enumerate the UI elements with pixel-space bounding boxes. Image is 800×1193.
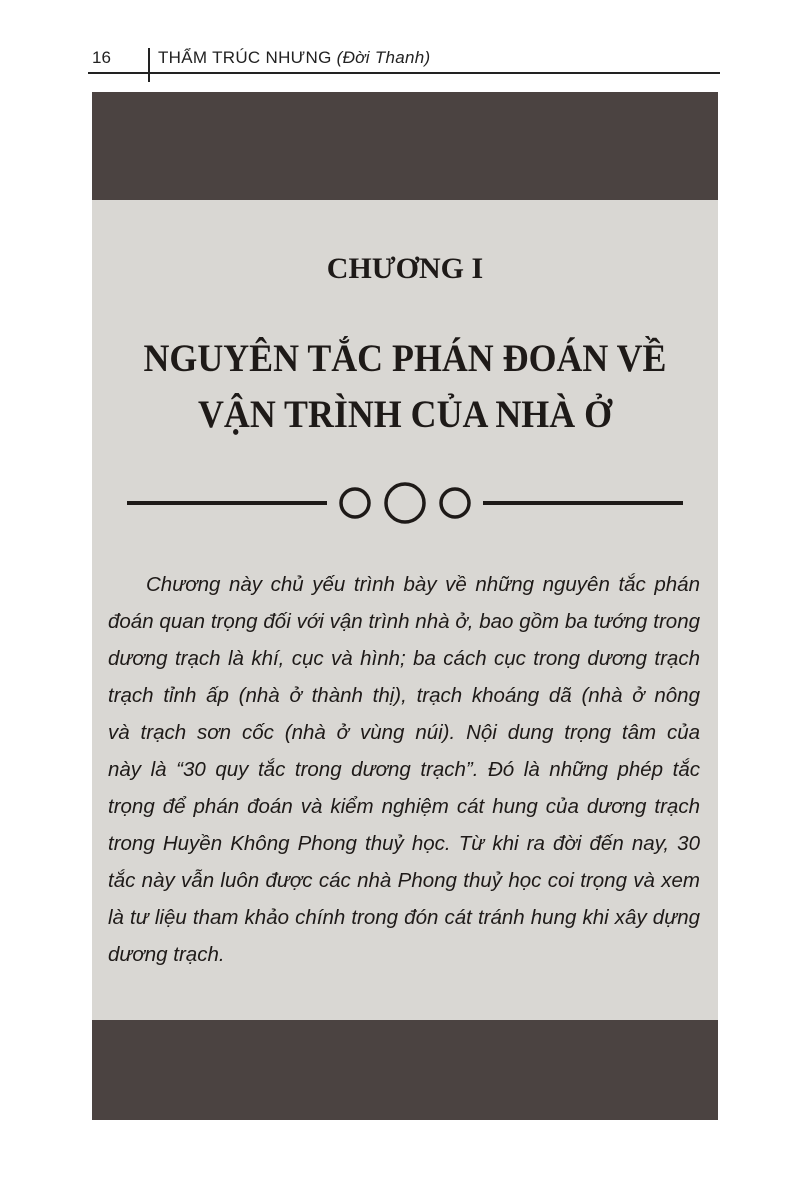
paragraph-line: trong Huyền Không Phong thuỷ học. Từ khi ra đời đến nay, 30 [108,832,700,855]
chapter-label: CHƯƠNG I [326,252,484,285]
bottom-dark-band [92,1020,718,1120]
paragraph-line: Chương này chủ yếu trình bày về những nguyên tắc phán [146,573,700,596]
paragraph-line: dương trạch. [108,943,225,966]
book-author: (Đời Thanh) [336,48,431,67]
page-number: 16 [92,48,111,67]
paragraph-line: đoán quan trọng đối với vận trình nhà ở, bao gồm ba tướng trong [108,610,700,633]
paragraph-line: tắc này vẫn luôn được các nhà Phong thuỷ học coi trọng và xem [108,869,700,892]
paragraph-line: này là “30 quy tắc trong dương trạch”. Đó là những phép tắc [108,758,700,781]
paragraph-line: là tư liệu tham khảo chính trong đón cát tránh hung khi xây dựng [108,906,700,929]
running-title [158,48,431,68]
ornament-divider-icon [127,482,683,524]
running-header [88,44,720,74]
paragraph-line: dương trạch là khí, cục và hình; ba cách cục trong dương trạch [108,647,700,670]
header-divider [148,48,150,82]
paragraph-line: trạch tỉnh ấp (nhà ở thành thị), trạch khoáng dã (nhà ở nông [108,684,700,707]
paragraph-line: trọng để phán đoán và kiểm nghiệm cát hung của dương trạch [108,795,700,818]
chapter-intro-paragraph [108,566,700,973]
book-title: THẨM TRÚC NHƯNG [158,48,332,67]
top-dark-band [92,92,718,200]
paragraph-line: và trạch sơn cốc (nhà ở vùng núi). Nội dung trọng tâm của [108,721,700,744]
chapter-title-line-1: NGUYÊN TẮC PHÁN ĐOÁN VỀ [143,337,667,380]
chapter-opener-panel [92,92,718,1120]
chapter-title-line-2: VẬN TRÌNH CỦA NHÀ Ở [198,393,612,436]
